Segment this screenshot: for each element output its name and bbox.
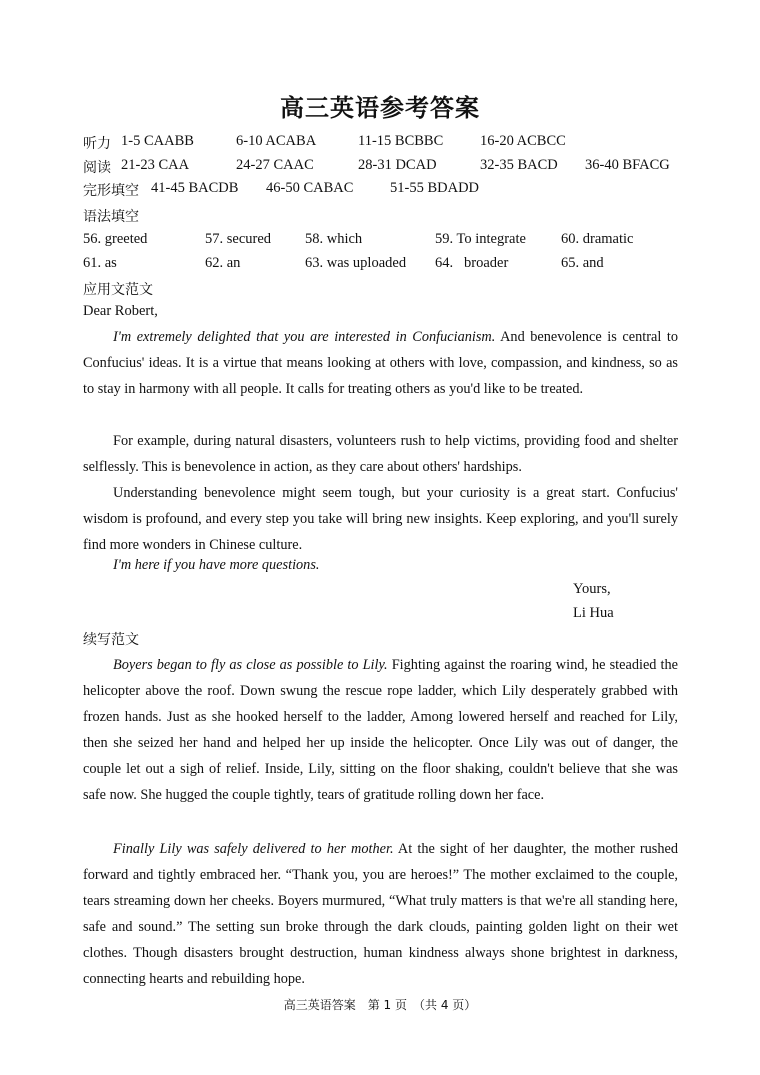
reading-group-2: 24-27 CAAC (236, 157, 314, 173)
reading-group-3: 28-31 DCAD (358, 157, 437, 173)
grammar-item-56: 56. greeted (83, 231, 148, 247)
letter-paragraph-1 (83, 324, 678, 402)
letter-paragraph-2 (83, 428, 678, 480)
letter-p1-topic-sentence: I'm extremely delighted that you are interested in Confucianism. (113, 329, 496, 345)
continuation-p2-opening: Finally Lily was safely delivered to her mother. (113, 841, 394, 857)
reading-answers (83, 157, 683, 177)
letter-signature-name: Li Hua (573, 605, 614, 621)
continuation-p1-body: Fighting against the roaring wind, he steadied the helicopter above the roof. Down swung the rescue rope ladder, which Lily desperately grabbed with frozen hands. Just as she hooked herself to the ladder, Among lowered herself and reached for Lily, then she seized her hand and helped her up inside the helicopter. Once Lily was out of danger, the couple let out a sigh of relief. Inside, Lily, sitting on the floor shaking, couldn't believe that she was safe now. She hugged the couple tightly, tears of gratitude rolling down her face. (83, 657, 679, 803)
grammar-answers-row-1 (83, 231, 683, 251)
grammar-item-61: 61. as (83, 255, 117, 271)
page-footer: 高三英语答案 第 1 页 （共 4 页） (283, 998, 477, 1012)
letter-p4-closing-line: I'm here if you have more questions. (113, 557, 320, 573)
reading-label: 阅读 (83, 160, 111, 176)
grammar-item-57: 57. secured (205, 231, 272, 247)
reading-group-4: 32-35 BACD (480, 157, 558, 173)
grammar-item-64: 64. broader (435, 255, 509, 271)
continuation-paragraph-1 (83, 652, 678, 808)
listening-group-1: 1-5 CAABB (121, 133, 194, 149)
listening-label: 听力 (83, 136, 111, 152)
cloze-group-1: 41-45 BACDB (151, 180, 239, 196)
grammar-item-62: 62. an (205, 255, 241, 271)
listening-answers (83, 133, 683, 153)
continuation-p1-opening: Boyers began to fly as close as possible to Lily. (113, 657, 388, 673)
letter-section-label: 应用文范文 (83, 282, 153, 298)
letter-greeting: Dear Robert, (83, 303, 158, 319)
listening-group-2: 6-10 ACABA (236, 133, 317, 149)
continuation-p2-body: At the sight of her daughter, the mother rushed forward and tightly embraced her. “Thank you, you are heroes!” The mother exclaimed to the couple, tears streaming down her cheeks. Boyers murmured, “What truly matters is that we're all standing here, safe and sound.” The setting sun broke through the dark clouds, painting golden light on their wet clothes. Though disasters brought destruction, human kindness always shone brightest in darkness, connecting hearts and rebuilding hope. (83, 841, 678, 987)
letter-closing: Yours, (573, 581, 611, 597)
grammar-item-59: 59. To integrate (435, 231, 526, 247)
letter-p2-body: For example, during natural disasters, volunteers rush to help victims, providing food and shelter selflessly. This is benevolence in action, as they care about others' hardships. (83, 433, 678, 475)
continuation-section-label: 续写范文 (83, 632, 139, 648)
listening-group-4: 16-20 ACBCC (480, 133, 566, 149)
cloze-group-2: 46-50 CABAC (266, 180, 354, 196)
grammar-item-65: 65. and (561, 255, 604, 271)
cloze-group-3: 51-55 BDADD (390, 180, 480, 196)
page-title: 高三英语参考答案 (280, 94, 480, 122)
reading-group-1: 21-23 CAA (121, 157, 190, 173)
grammar-item-63: 63. was uploaded (305, 255, 407, 271)
continuation-paragraph-2 (83, 836, 678, 992)
cloze-label: 完形填空 (83, 183, 139, 199)
grammar-item-58: 58. which (305, 231, 363, 247)
letter-p3-body: Understanding benevolence might seem tough, but your curiosity is a great start. Confucius' wisdom is profound, and every step you take will bring new insights. Keep exploring, and you'll surely find more wonders in Chinese culture. (83, 485, 678, 553)
letter-paragraph-4 (83, 552, 678, 578)
grammar-label: 语法填空 (83, 209, 139, 225)
listening-group-3: 11-15 BCBBC (358, 133, 444, 149)
letter-paragraph-3 (83, 480, 678, 558)
grammar-answers-row-2 (83, 255, 683, 275)
cloze-answers (83, 180, 683, 200)
reading-group-5: 36-40 BFACG (585, 157, 670, 173)
letter-p1-body: And benevolence is central to Confucius' ideas. It is a virtue that means looking at others with love, compassion, and kindness, so as to stay in harmony with all people. It calls for treating others as you'd like to be treated. (83, 329, 678, 397)
grammar-item-60: 60. dramatic (561, 231, 634, 247)
